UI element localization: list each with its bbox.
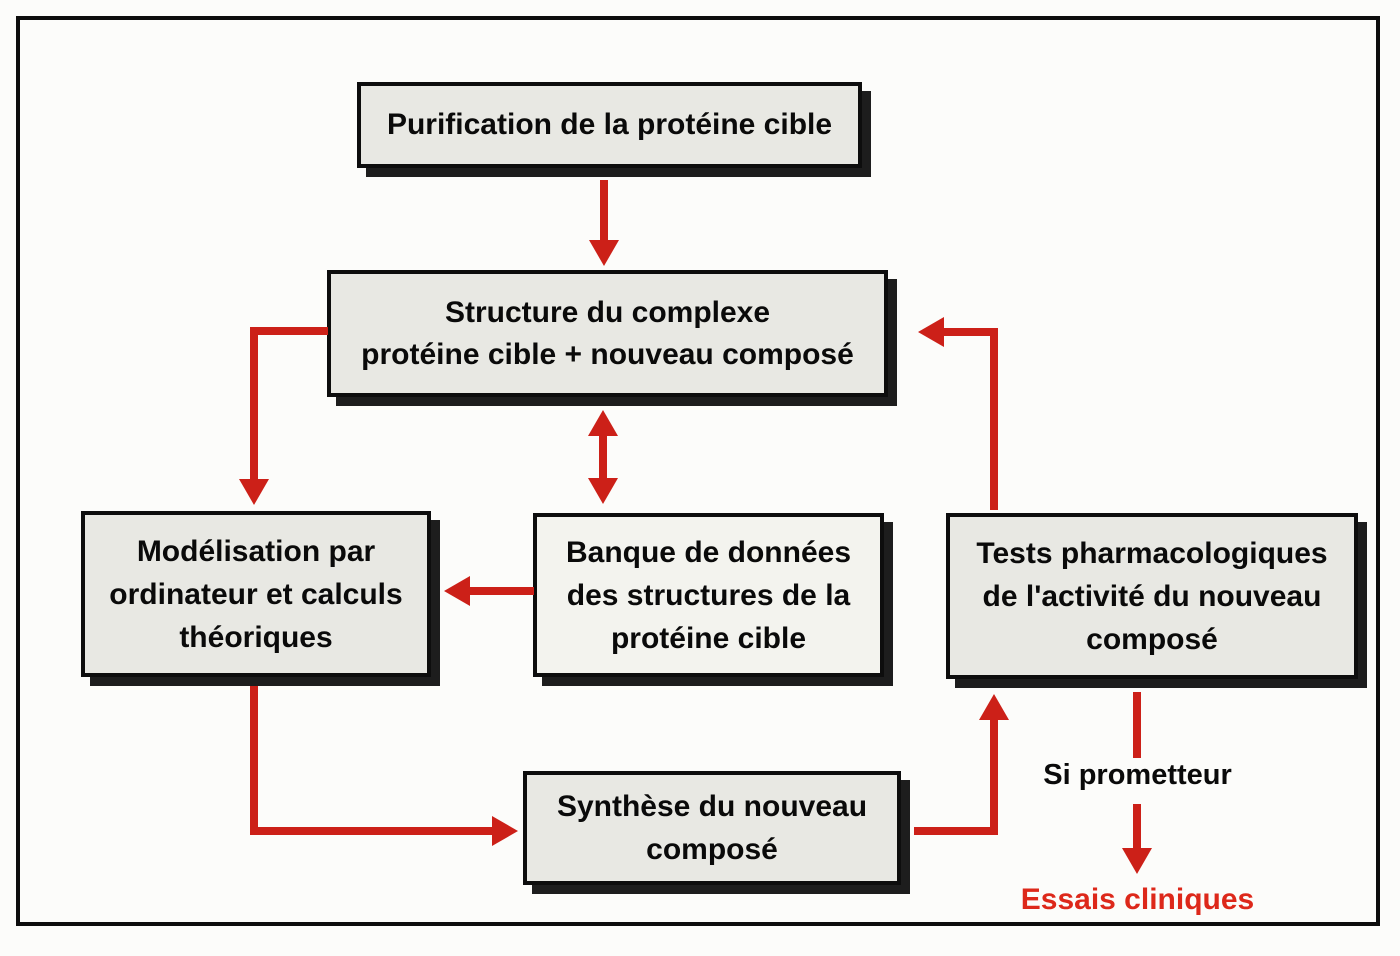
arrow-line <box>914 827 996 835</box>
box-tests-line3: composé <box>1086 622 1218 656</box>
box-synthese-line1: Synthèse du nouveau <box>556 790 868 823</box>
box-modelisation-line1: Modélisation par <box>136 534 376 568</box>
box-banque-line1: Banque de données <box>565 535 852 569</box>
box-structure-line1: Structure du complexe <box>444 295 771 329</box>
arrowhead-down-icon <box>589 240 619 266</box>
box-purification-text: Purification de la protéine cible <box>386 108 833 141</box>
arrowhead-down-icon <box>239 479 269 505</box>
box-tests-pharmacologiques <box>946 513 1358 679</box>
arrowhead-left-icon <box>918 317 944 347</box>
arrowhead-up-icon <box>588 410 618 436</box>
box-modelisation-line3: théoriques <box>179 620 333 654</box>
box-tests-line1: Tests pharmacologiques <box>976 536 1328 570</box>
arrow-line <box>599 434 607 480</box>
arrow-line <box>250 686 258 835</box>
arrow-line <box>250 327 328 335</box>
arrowhead-down-icon <box>588 478 618 504</box>
box-synthese-line2: composé <box>646 833 778 866</box>
arrow-line <box>1133 804 1141 848</box>
box-purification <box>357 82 862 168</box>
arrow-line <box>250 327 258 479</box>
box-modelisation-line2: ordinateur et calculs <box>109 577 403 611</box>
arrow-line <box>990 332 998 510</box>
arrow-line <box>250 827 492 835</box>
arrow-line <box>944 328 998 336</box>
arrowhead-up-icon <box>979 694 1009 720</box>
label-essais-cliniques: Essais cliniques <box>1020 883 1255 916</box>
arrowhead-right-icon <box>492 816 518 846</box>
box-structure-line2: protéine cible + nouveau composé <box>361 337 854 371</box>
box-banque-line2: des structures de la <box>566 578 851 612</box>
box-modelisation <box>81 511 431 677</box>
arrowhead-left-icon <box>444 576 470 606</box>
box-banque-donnees <box>533 513 884 677</box>
box-tests-line2: de l'activité du nouveau <box>982 579 1322 613</box>
arrow-line <box>470 587 534 595</box>
diagram-frame <box>16 16 1380 926</box>
arrowhead-down-icon <box>1122 848 1152 874</box>
label-si-prometteur: Si prometteur <box>1043 759 1232 791</box>
arrow-line <box>990 720 998 835</box>
box-synthese <box>523 771 901 885</box>
box-banque-line3: protéine cible <box>610 621 807 655</box>
box-structure-complexe <box>327 270 888 397</box>
arrow-line <box>1133 692 1141 758</box>
arrow-line <box>600 180 608 240</box>
